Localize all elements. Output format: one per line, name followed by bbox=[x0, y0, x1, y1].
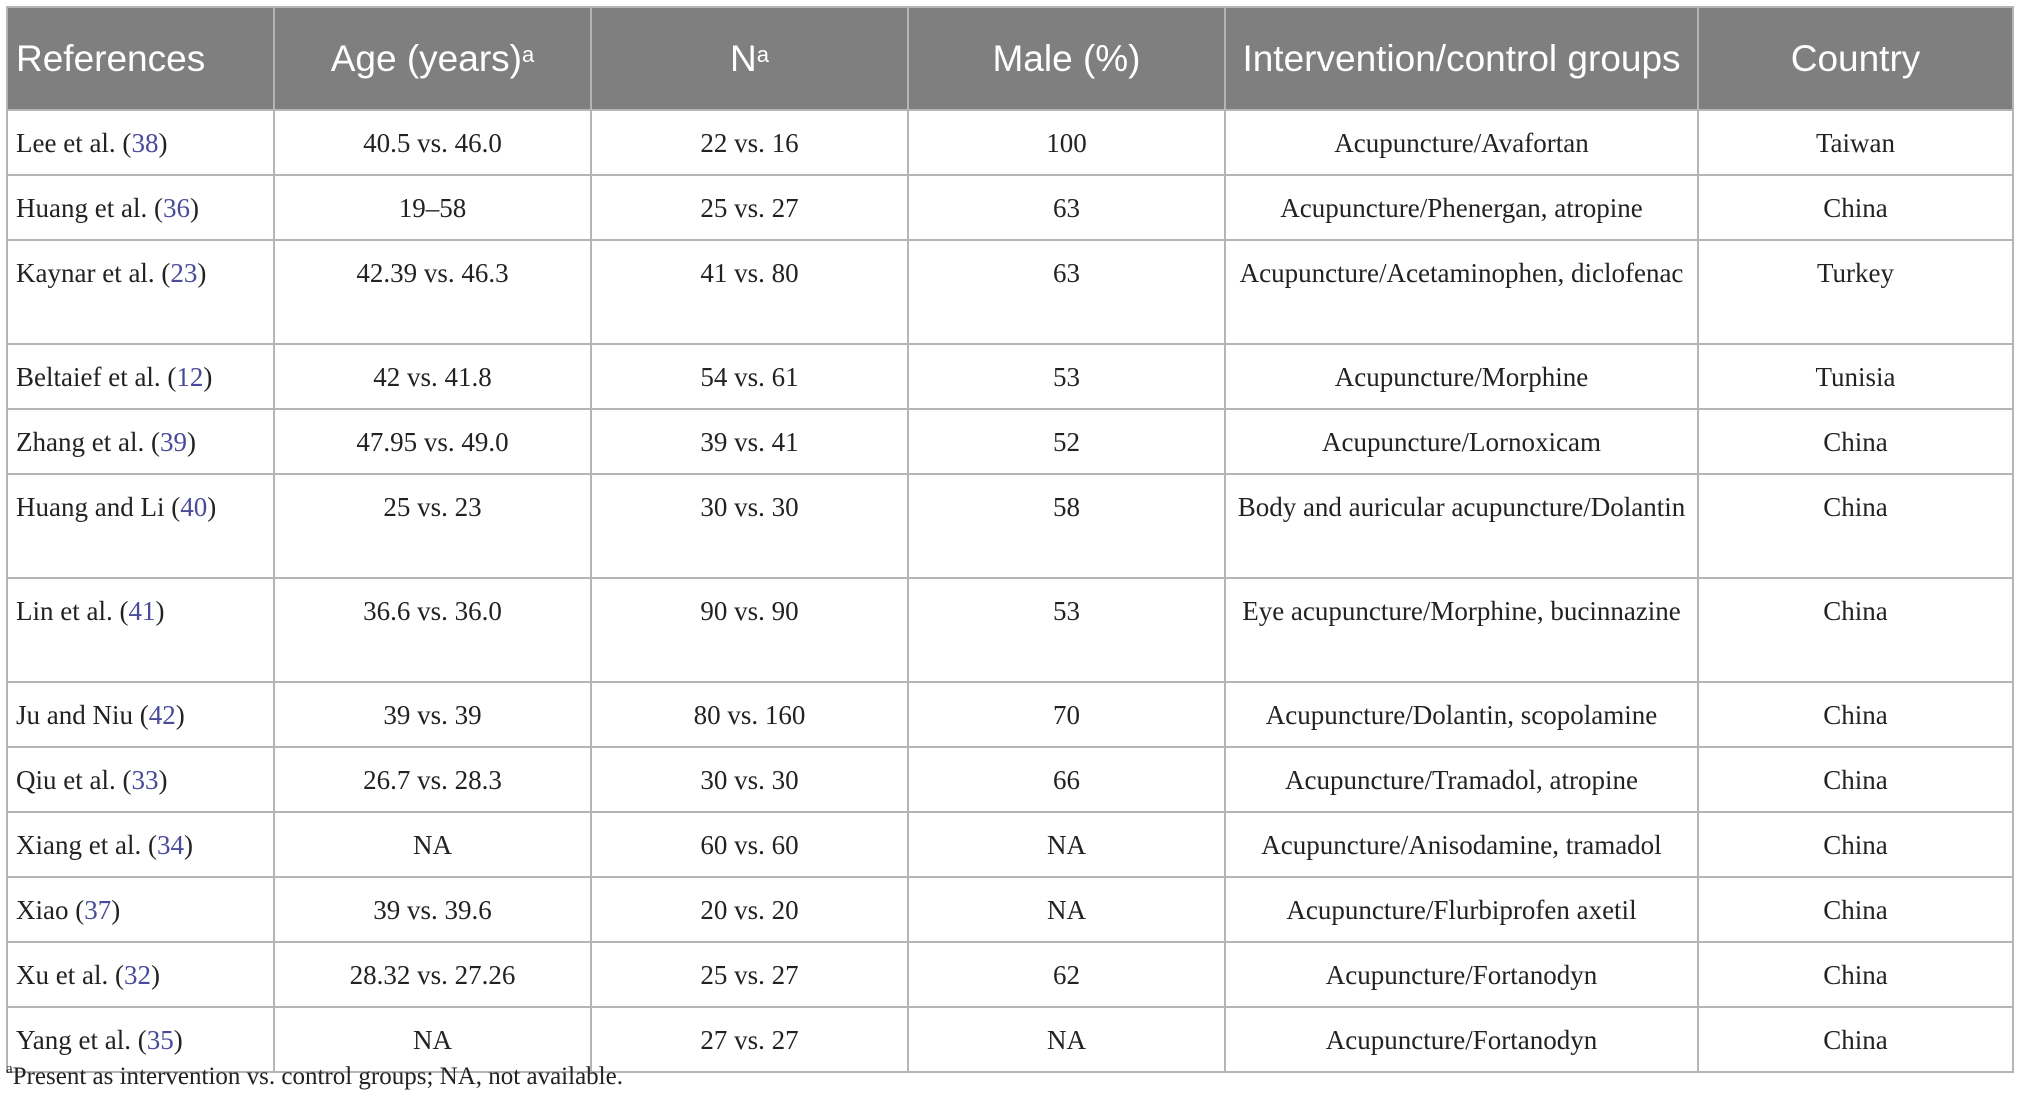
cell-country: China bbox=[1698, 409, 2013, 474]
cell-groups: Acupuncture/Dolantin, scopolamine bbox=[1225, 682, 1698, 747]
cell-country: China bbox=[1698, 1007, 2013, 1072]
cell-reference: Xiao (37) bbox=[7, 877, 274, 942]
table-footnote: $^a$Present as intervention vs. control groups; NA, not available. bbox=[6, 1061, 623, 1090]
cell-male: 62 bbox=[908, 942, 1225, 1007]
header-row bbox=[7, 7, 2013, 110]
table-container bbox=[6, 6, 2012, 1073]
cell-n: 39 vs. 41 bbox=[591, 409, 908, 474]
cell-reference: Kaynar et al. (23) bbox=[7, 240, 274, 344]
cell-reference: Lee et al. (38) bbox=[7, 110, 274, 175]
cell-age: 36.6 vs. 36.0 bbox=[274, 578, 591, 682]
cell-n: 25 vs. 27 bbox=[591, 175, 908, 240]
cell-age: 39 vs. 39 bbox=[274, 682, 591, 747]
cell-reference: Ju and Niu (42) bbox=[7, 682, 274, 747]
reference-link[interactable]: 12 bbox=[176, 362, 204, 392]
cell-country: Taiwan bbox=[1698, 110, 2013, 175]
cell-country: China bbox=[1698, 812, 2013, 877]
cell-reference: Xiang et al. (34) bbox=[7, 812, 274, 877]
cell-groups: Body and auricular acupuncture/Dolantin bbox=[1225, 474, 1698, 578]
reference-link[interactable]: 32 bbox=[123, 960, 151, 990]
table-row bbox=[7, 409, 2013, 474]
cell-male: 58 bbox=[908, 474, 1225, 578]
cell-reference: Beltaief et al. (12) bbox=[7, 344, 274, 409]
table-row bbox=[7, 682, 2013, 747]
cell-male: NA bbox=[908, 1007, 1225, 1072]
table-row bbox=[7, 812, 2013, 877]
reference-link[interactable]: 40 bbox=[180, 492, 208, 522]
reference-link[interactable]: 35 bbox=[146, 1025, 174, 1055]
cell-male: NA bbox=[908, 812, 1225, 877]
cell-groups: Acupuncture/Avafortan bbox=[1225, 110, 1698, 175]
cell-n: 41 vs. 80 bbox=[591, 240, 908, 344]
cell-country: China bbox=[1698, 942, 2013, 1007]
reference-link[interactable]: 39 bbox=[159, 427, 187, 457]
cell-country: Turkey bbox=[1698, 240, 2013, 344]
cell-age: NA bbox=[274, 1007, 591, 1072]
reference-link[interactable]: 23 bbox=[170, 258, 198, 288]
cell-male: NA bbox=[908, 877, 1225, 942]
table-row bbox=[7, 110, 2013, 175]
cell-groups: Acupuncture/Fortanodyn bbox=[1225, 1007, 1698, 1072]
cell-age: 47.95 vs. 49.0 bbox=[274, 409, 591, 474]
table-row bbox=[7, 474, 2013, 578]
cell-reference: Lin et al. (41) bbox=[7, 578, 274, 682]
reference-link[interactable]: 38 bbox=[131, 128, 159, 158]
cell-reference: Huang and Li (40) bbox=[7, 474, 274, 578]
table-row bbox=[7, 578, 2013, 682]
cell-country: China bbox=[1698, 877, 2013, 942]
cell-country: China bbox=[1698, 682, 2013, 747]
header-male: Male (%) bbox=[908, 7, 1225, 110]
cell-age: 40.5 vs. 46.0 bbox=[274, 110, 591, 175]
reference-link[interactable]: 41 bbox=[128, 596, 156, 626]
header-groups: Intervention/control groups bbox=[1225, 7, 1698, 110]
cell-country: China bbox=[1698, 175, 2013, 240]
header-country: Country bbox=[1698, 7, 2013, 110]
cell-groups: Acupuncture/Lornoxicam bbox=[1225, 409, 1698, 474]
reference-link[interactable]: 36 bbox=[162, 193, 190, 223]
cell-age: 42.39 vs. 46.3 bbox=[274, 240, 591, 344]
cell-reference: Zhang et al. (39) bbox=[7, 409, 274, 474]
cell-n: 30 vs. 30 bbox=[591, 747, 908, 812]
cell-age: 28.32 vs. 27.26 bbox=[274, 942, 591, 1007]
table-row bbox=[7, 942, 2013, 1007]
cell-n: 30 vs. 30 bbox=[591, 474, 908, 578]
cell-country: Tunisia bbox=[1698, 344, 2013, 409]
cell-male: 66 bbox=[908, 747, 1225, 812]
cell-male: 100 bbox=[908, 110, 1225, 175]
header-references: References bbox=[7, 7, 274, 110]
cell-male: 63 bbox=[908, 240, 1225, 344]
cell-male: 70 bbox=[908, 682, 1225, 747]
cell-groups: Acupuncture/Anisodamine, tramadol bbox=[1225, 812, 1698, 877]
cell-n: 25 vs. 27 bbox=[591, 942, 908, 1007]
cell-groups: Acupuncture/Acetaminophen, diclofenac bbox=[1225, 240, 1698, 344]
table-row bbox=[7, 175, 2013, 240]
cell-age: NA bbox=[274, 812, 591, 877]
reference-link[interactable]: 42 bbox=[148, 700, 176, 730]
cell-male: 53 bbox=[908, 344, 1225, 409]
cell-country: China bbox=[1698, 747, 2013, 812]
cell-age: 26.7 vs. 28.3 bbox=[274, 747, 591, 812]
cell-n: 60 vs. 60 bbox=[591, 812, 908, 877]
table-row bbox=[7, 747, 2013, 812]
cell-n: 54 vs. 61 bbox=[591, 344, 908, 409]
cell-country: China bbox=[1698, 474, 2013, 578]
cell-groups: Acupuncture/Flurbiprofen axetil bbox=[1225, 877, 1698, 942]
cell-age: 42 vs. 41.8 bbox=[274, 344, 591, 409]
data-table bbox=[6, 6, 2014, 1073]
cell-groups: Acupuncture/Tramadol, atropine bbox=[1225, 747, 1698, 812]
cell-country: China bbox=[1698, 578, 2013, 682]
cell-n: 22 vs. 16 bbox=[591, 110, 908, 175]
cell-age: 19–58 bbox=[274, 175, 591, 240]
header-age: Age (years)$^a$ bbox=[274, 7, 591, 110]
cell-groups: Acupuncture/Phenergan, atropine bbox=[1225, 175, 1698, 240]
cell-n: 80 vs. 160 bbox=[591, 682, 908, 747]
cell-groups: Acupuncture/Fortanodyn bbox=[1225, 942, 1698, 1007]
cell-n: 20 vs. 20 bbox=[591, 877, 908, 942]
cell-reference: Yang et al. (35) bbox=[7, 1007, 274, 1072]
cell-age: 39 vs. 39.6 bbox=[274, 877, 591, 942]
cell-n: 90 vs. 90 bbox=[591, 578, 908, 682]
cell-reference: Xu et al. (32) bbox=[7, 942, 274, 1007]
cell-male: 63 bbox=[908, 175, 1225, 240]
cell-male: 52 bbox=[908, 409, 1225, 474]
cell-reference: Huang et al. (36) bbox=[7, 175, 274, 240]
table-row bbox=[7, 877, 2013, 942]
cell-groups: Eye acupuncture/Morphine, bucinnazine bbox=[1225, 578, 1698, 682]
cell-n: 27 vs. 27 bbox=[591, 1007, 908, 1072]
table-row bbox=[7, 240, 2013, 344]
reference-link[interactable]: 33 bbox=[131, 765, 159, 795]
table-row bbox=[7, 344, 2013, 409]
cell-reference: Qiu et al. (33) bbox=[7, 747, 274, 812]
cell-age: 25 vs. 23 bbox=[274, 474, 591, 578]
cell-male: 53 bbox=[908, 578, 1225, 682]
reference-link[interactable]: 37 bbox=[84, 895, 112, 925]
reference-link[interactable]: 34 bbox=[156, 830, 184, 860]
header-n: $N^a$ bbox=[591, 7, 908, 110]
cell-groups: Acupuncture/Morphine bbox=[1225, 344, 1698, 409]
